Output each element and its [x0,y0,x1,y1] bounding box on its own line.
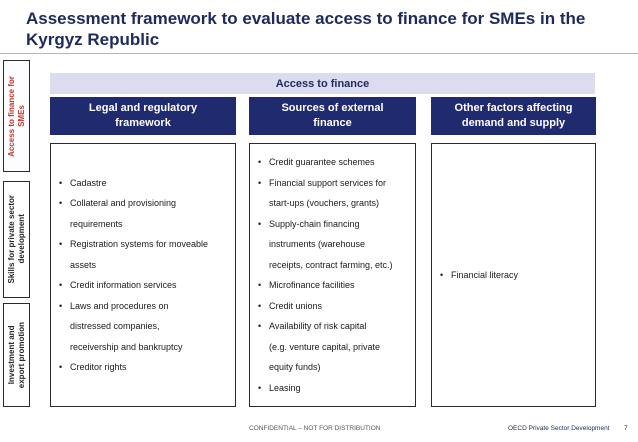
column-box-external-finance [249,143,416,407]
bullet-icon: • [258,218,262,229]
list-item [57,234,208,275]
bullet-list [51,173,212,378]
bullet-icon: • [258,300,262,311]
column-box-other-factors [431,143,596,407]
list-item [256,275,393,296]
bullet-icon: • [59,280,63,290]
list-item [256,316,393,378]
list-item-text: Credit unions [269,300,323,311]
list-item-text: Financial literacy [451,269,519,280]
side-tab-access-to-finance[interactable] [3,60,30,172]
list-item-text: Availability of risk capital (e.g. venture capital, private equity funds) [269,321,381,372]
bullet-icon: • [440,269,444,280]
column-box-legal [50,143,236,407]
list-item [57,193,208,234]
list-item [256,214,393,276]
bullet-icon: • [258,177,262,188]
list-item-text: Registration systems for moveable assets [70,239,209,270]
confidential-notice: CONFIDENTIAL – NOT FOR DISTRIBUTION [249,425,381,432]
list-item-text: Supply-chain financing instruments (warehouse receipts, contract farming, etc.) [269,218,393,270]
bullet-icon: • [258,382,262,393]
list-item [256,173,393,214]
bullet-icon: • [258,280,262,290]
bullet-icon: • [59,362,63,372]
side-tab-label: Investment and export promotion [6,321,26,389]
bullet-icon: • [59,177,63,188]
list-item [438,265,518,286]
list-item [57,296,208,358]
page-number: 7 [624,425,628,432]
list-item-text: Leasing [269,382,301,393]
list-item [256,378,393,399]
list-item-text: Laws and procedures on distressed companies, receivership and bankruptcy [70,300,183,352]
column-header-other-factors: Other factors affecting demand and supply [431,97,596,135]
bullet-icon: • [258,157,262,167]
slide-title: Assessment framework to evaluate access to finance for SMEs in the Kyrgyz Republic [26,9,586,49]
list-item-text: Creditor rights [70,362,127,372]
access-to-finance-banner: Access to finance [50,73,595,94]
list-item [57,357,208,378]
bullet-icon: • [59,239,63,249]
bullet-list [250,152,397,398]
bullet-icon: • [59,300,63,311]
side-tab-label: Access to finance for SMEs [6,75,26,157]
list-item-text: Collateral and provisioning requirements [70,198,177,229]
title-divider [0,53,638,54]
list-item-text: Microfinance facilities [269,280,355,290]
list-item-text: Cadastre [70,177,107,188]
column-header-external-finance: Sources of external finance [249,97,416,135]
side-tab-investment[interactable] [3,303,30,407]
footer-org: OECD Private Sector Development [508,425,610,432]
bullet-icon: • [59,198,63,208]
list-item [256,296,393,317]
list-item-text: Credit guarantee schemes [269,157,375,167]
bullet-icon: • [258,321,262,331]
side-tab-label: Skills for private sector development [6,195,26,284]
side-tab-skills[interactable] [3,181,30,298]
list-item-text: Credit information services [70,280,177,290]
list-item [256,152,393,173]
column-header-legal: Legal and regulatory framework [50,97,236,135]
list-item [57,173,208,194]
bullet-list [432,265,522,286]
list-item-text: Financial support services for start-ups (vouchers, grants) [269,177,387,208]
list-item [57,275,208,296]
